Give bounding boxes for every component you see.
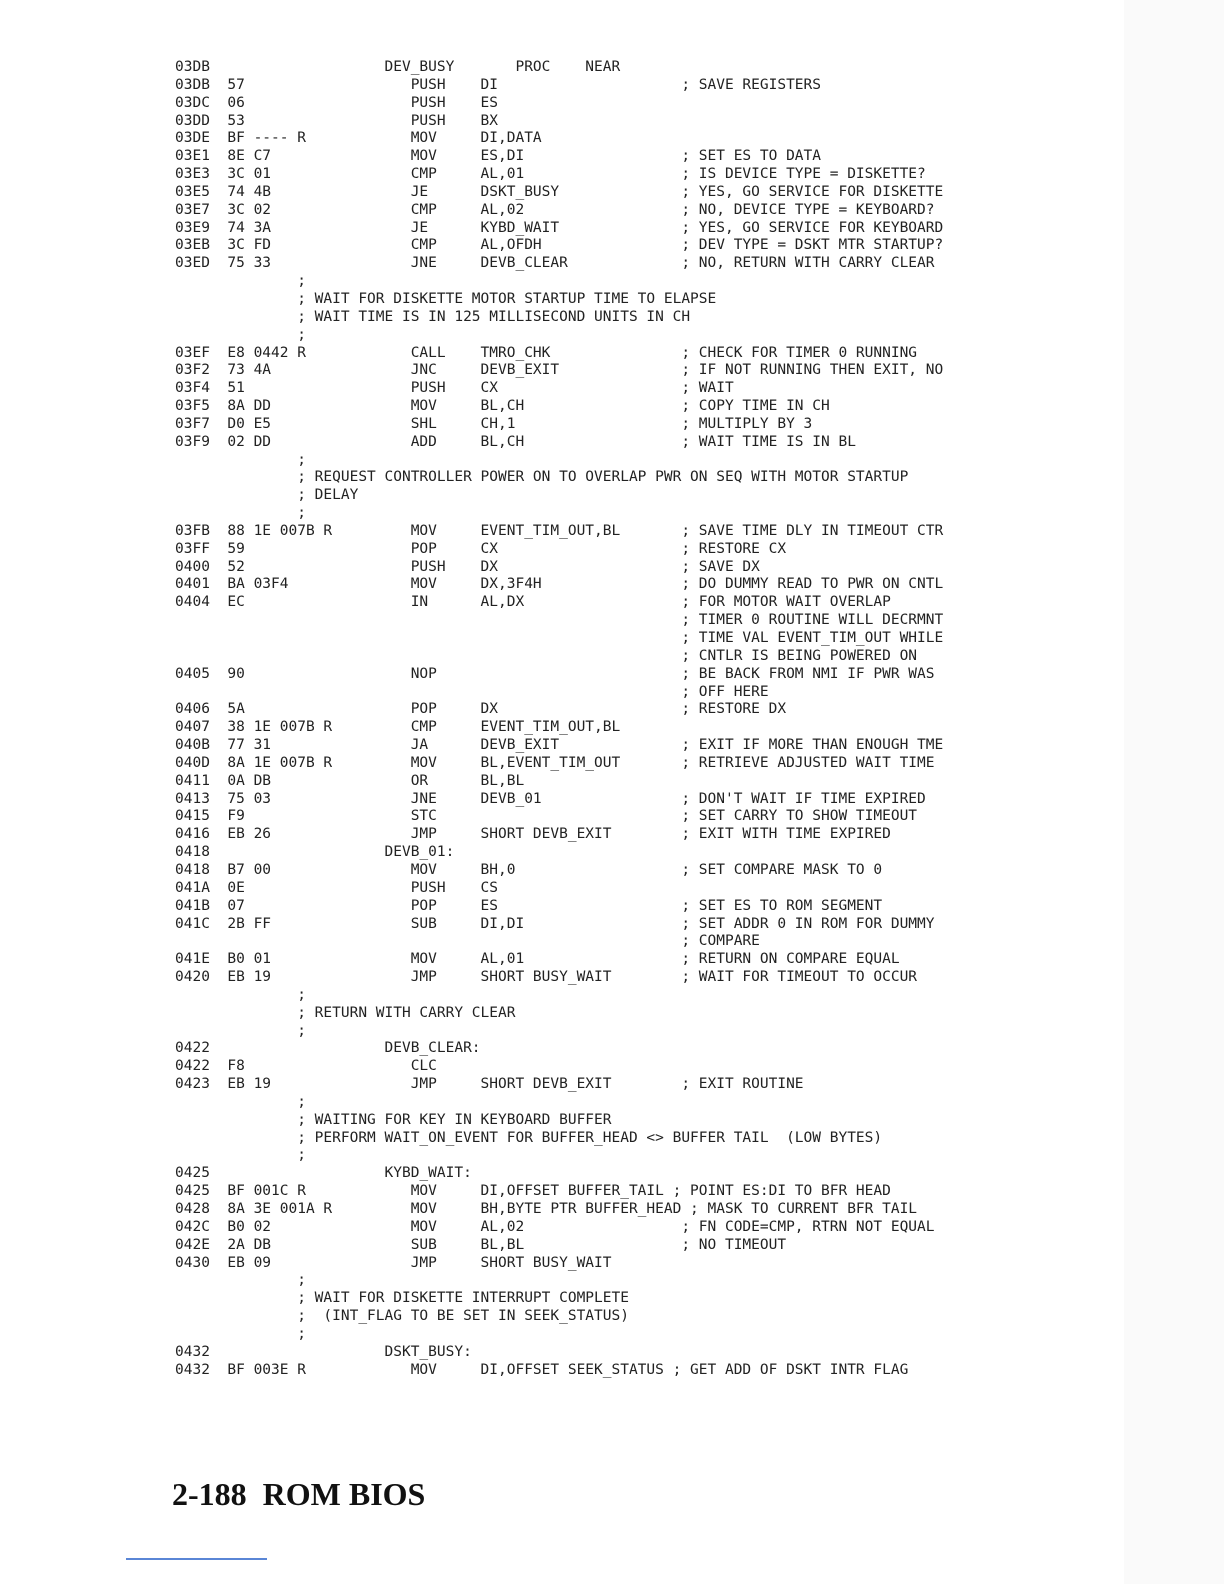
listing-line: ; RETURN WITH CARRY CLEAR — [175, 1004, 516, 1021]
listing-line: ; — [175, 326, 306, 343]
listing-line: 03E1 8E C7 MOV ES,DI ; SET ES TO DATA — [175, 148, 822, 165]
listing-line: ; TIMER 0 ROUTINE WILL DECRMNT — [175, 612, 944, 629]
listing-line: 03DC 06 PUSH ES — [175, 94, 499, 111]
listing-line: 041B 07 POP ES ; SET ES TO ROM SEGMENT — [175, 897, 883, 914]
listing-line: 0400 52 PUSH DX ; SAVE DX — [175, 558, 760, 575]
listing-line: ; WAIT FOR DISKETTE INTERRUPT COMPLETE — [175, 1290, 629, 1307]
listing-line: 0430 EB 09 JMP SHORT BUSY_WAIT — [175, 1254, 612, 1271]
listing-line: ; CNTLR IS BEING POWERED ON — [175, 647, 918, 664]
listing-line: ; WAIT TIME IS IN 125 MILLISECOND UNITS IN CH — [175, 308, 691, 325]
listing-line: 0404 EC IN AL,DX ; FOR MOTOR WAIT OVERLAP — [175, 594, 891, 611]
listing-line: 0406 5A POP DX ; RESTORE DX — [175, 701, 787, 718]
listing-line: 041C 2B FF SUB DI,DI ; SET ADDR 0 IN ROM FOR DUMMY — [175, 915, 935, 932]
listing-line: 0422 DEVB_CLEAR: — [175, 1040, 481, 1057]
assembly-listing — [175, 59, 943, 1379]
listing-line: 03F9 02 DD ADD BL,CH ; WAIT TIME IS IN BL — [175, 433, 856, 450]
listing-line: 03FF 59 POP CX ; RESTORE CX — [175, 540, 787, 557]
listing-line: 0411 0A DB OR BL,BL — [175, 772, 525, 789]
listing-line: 03F5 8A DD MOV BL,CH ; COPY TIME IN CH — [175, 398, 830, 415]
listing-line: ; — [175, 986, 306, 1003]
listing-line: 03EF E8 0442 R CALL TMRO_CHK ; CHECK FOR TIMER 0 RUNNING — [175, 344, 918, 361]
page-edge-shade — [1124, 0, 1224, 1584]
listing-line: 0401 BA 03F4 MOV DX,3F4H ; DO DUMMY READ TO PWR ON CNTL — [175, 576, 944, 593]
listing-line: 0413 75 03 JNE DEVB_01 ; DON'T WAIT IF TIME EXPIRED — [175, 790, 926, 807]
listing-line: 03FB 88 1E 007B R MOV EVENT_TIM_OUT,BL ; SAVE TIME DLY IN TIMEOUT CTR — [175, 522, 944, 539]
listing-line: 041E B0 01 MOV AL,01 ; RETURN ON COMPARE EQUAL — [175, 951, 900, 968]
listing-line: 0425 KYBD_WAIT: — [175, 1165, 472, 1182]
listing-line: 03DB DEV_BUSY PROC NEAR — [175, 59, 621, 75]
listing-line: 0405 90 NOP ; BE BACK FROM NMI IF PWR WAS — [175, 665, 935, 682]
listing-line: 03E7 3C 02 CMP AL,02 ; NO, DEVICE TYPE = KEYBOARD? — [175, 201, 935, 218]
listing-line: 041A 0E PUSH CS — [175, 879, 499, 896]
listing-line: 0415 F9 STC ; SET CARRY TO SHOW TIMEOUT — [175, 808, 918, 825]
listing-line: ; DELAY — [175, 487, 359, 504]
listing-line: 040B 77 31 JA DEVB_EXIT ; EXIT IF MORE THAN ENOUGH TME — [175, 737, 944, 754]
listing-line: 03E5 74 4B JE DSKT_BUSY ; YES, GO SERVICE FOR DISKETTE — [175, 183, 944, 200]
listing-line: 0420 EB 19 JMP SHORT BUSY_WAIT ; WAIT FOR TIMEOUT TO OCCUR — [175, 969, 918, 986]
listing-line: ; COMPARE — [175, 933, 760, 950]
listing-line: 03E3 3C 01 CMP AL,01 ; IS DEVICE TYPE = DISKETTE? — [175, 166, 926, 183]
listing-line: 042E 2A DB SUB BL,BL ; NO TIMEOUT — [175, 1236, 787, 1253]
page-footer: 2-188 ROM BIOS — [172, 1476, 426, 1512]
listing-line: 0432 BF 003E R MOV DI,OFFSET SEEK_STATUS ; GET ADD OF DSKT INTR FLAG — [175, 1361, 909, 1378]
listing-line: 0418 B7 00 MOV BH,0 ; SET COMPARE MASK TO 0 — [175, 861, 883, 878]
listing-line: 0407 38 1E 007B R CMP EVENT_TIM_OUT,BL — [175, 719, 621, 736]
listing-line: 03EB 3C FD CMP AL,OFDH ; DEV TYPE = DSKT MTR STARTUP? — [175, 237, 944, 254]
listing-line: 0425 BF 001C R MOV DI,OFFSET BUFFER_TAIL ; POINT ES:DI TO BFR HEAD — [175, 1183, 891, 1200]
listing-line: ; — [175, 1093, 306, 1110]
listing-line: 0432 DSKT_BUSY: — [175, 1343, 472, 1360]
listing-line: 0418 DEVB_01: — [175, 844, 455, 861]
listing-line: 03F2 73 4A JNC DEVB_EXIT ; IF NOT RUNNING THEN EXIT, NO — [175, 362, 944, 379]
listing-line: ; — [175, 273, 306, 290]
listing-line: 0428 8A 3E 001A R MOV BH,BYTE PTR BUFFER_HEAD ; MASK TO CURRENT BFR TAIL — [175, 1201, 918, 1217]
listing-line: 03F4 51 PUSH CX ; WAIT — [175, 380, 734, 397]
listing-line: ; — [175, 1325, 306, 1342]
listing-line: ; REQUEST CONTROLLER POWER ON TO OVERLAP PWR ON SEQ WITH MOTOR STARTUP — [175, 469, 909, 486]
listing-line: 03E9 74 3A JE KYBD_WAIT ; YES, GO SERVICE FOR KEYBOARD — [175, 219, 944, 236]
listing-line: ; — [175, 1147, 306, 1164]
listing-line: ; WAITING FOR KEY IN KEYBOARD BUFFER — [175, 1111, 612, 1128]
listing-line: ; — [175, 505, 306, 522]
listing-line: 0422 F8 CLC — [175, 1058, 437, 1075]
listing-line: ; — [175, 1272, 306, 1289]
listing-line: ; (INT_FLAG TO BE SET IN SEEK_STATUS) — [175, 1308, 629, 1325]
listing-line: 0423 EB 19 JMP SHORT DEVB_EXIT ; EXIT ROUTINE — [175, 1076, 804, 1093]
listing-line: ; PERFORM WAIT_ON_EVENT FOR BUFFER_HEAD <> BUFFER TAIL (LOW BYTES) — [175, 1129, 883, 1146]
listing-line: ; OFF HERE — [175, 683, 769, 700]
bottom-rule — [126, 1558, 267, 1560]
listing-line: 03DE BF ---- R MOV DI,DATA — [175, 130, 542, 147]
listing-line: ; TIME VAL EVENT_TIM_OUT WHILE — [175, 630, 944, 646]
listing-line: ; — [175, 451, 306, 468]
listing-line: 03F7 D0 E5 SHL CH,1 ; MULTIPLY BY 3 — [175, 415, 813, 432]
listing-line: 03DD 53 PUSH BX — [175, 112, 499, 129]
listing-line: 03ED 75 33 JNE DEVB_CLEAR ; NO, RETURN WITH CARRY CLEAR — [175, 255, 935, 272]
listing-line: 040D 8A 1E 007B R MOV BL,EVENT_TIM_OUT ; RETRIEVE ADJUSTED WAIT TIME — [175, 754, 935, 771]
listing-line: ; WAIT FOR DISKETTE MOTOR STARTUP TIME TO ELAPSE — [175, 290, 717, 307]
listing-line: 03DB 57 PUSH DI ; SAVE REGISTERS — [175, 76, 822, 93]
listing-line: ; — [175, 1022, 306, 1039]
listing-line: 0416 EB 26 JMP SHORT DEVB_EXIT ; EXIT WITH TIME EXPIRED — [175, 826, 891, 843]
listing-line: 042C B0 02 MOV AL,02 ; FN CODE=CMP, RTRN NOT EQUAL — [175, 1218, 935, 1235]
